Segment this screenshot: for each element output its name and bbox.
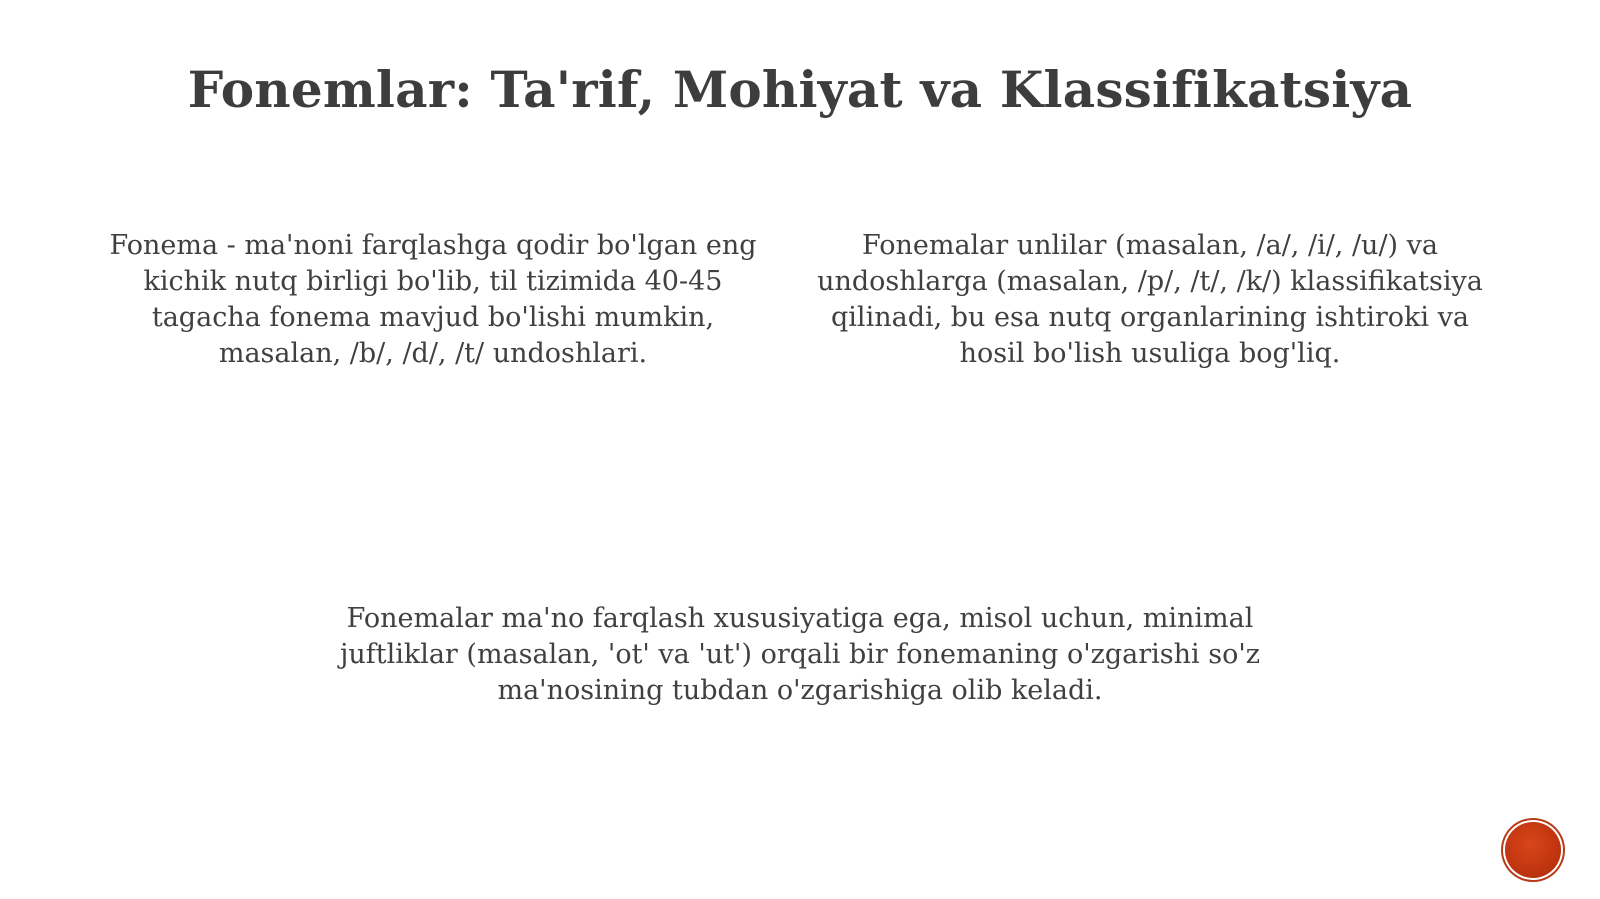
slide-title: Fonemlar: Ta'rif, Mohiyat va Klassifikatsiya <box>187 60 1413 119</box>
slide-navigation-button[interactable] <box>1505 822 1561 878</box>
paragraph-definition: Fonema - ma'noni farqlashga qodir bo'lgan eng kichik nutq birligi bo'lib, til tizimida 40-45 tagacha fonema mavjud bo'lishi mumkin, masalan, /b/, /d/, /t/ undoshlari. <box>109 230 757 369</box>
paragraph-meaning-distinction: Fonemalar ma'no farqlash xususiyatiga ega, misol uchun, minimal juftliklar (masalan, 'ot' va 'ut') orqali bir fonemaning o'zgarishi so'z ma'nosining tubdan o'zgarishiga olib keladi. <box>339 603 1261 706</box>
paragraph-classification: Fonemalar unlilar (masalan, /a/, /i/, /u/) va undoshlarga (masalan, /p/, /t/, /k/) klassifikatsiya qilinadi, bu esa nutq organlarining ishtiroki va hosil bo'lish usuliga bog'liq. <box>817 230 1483 369</box>
